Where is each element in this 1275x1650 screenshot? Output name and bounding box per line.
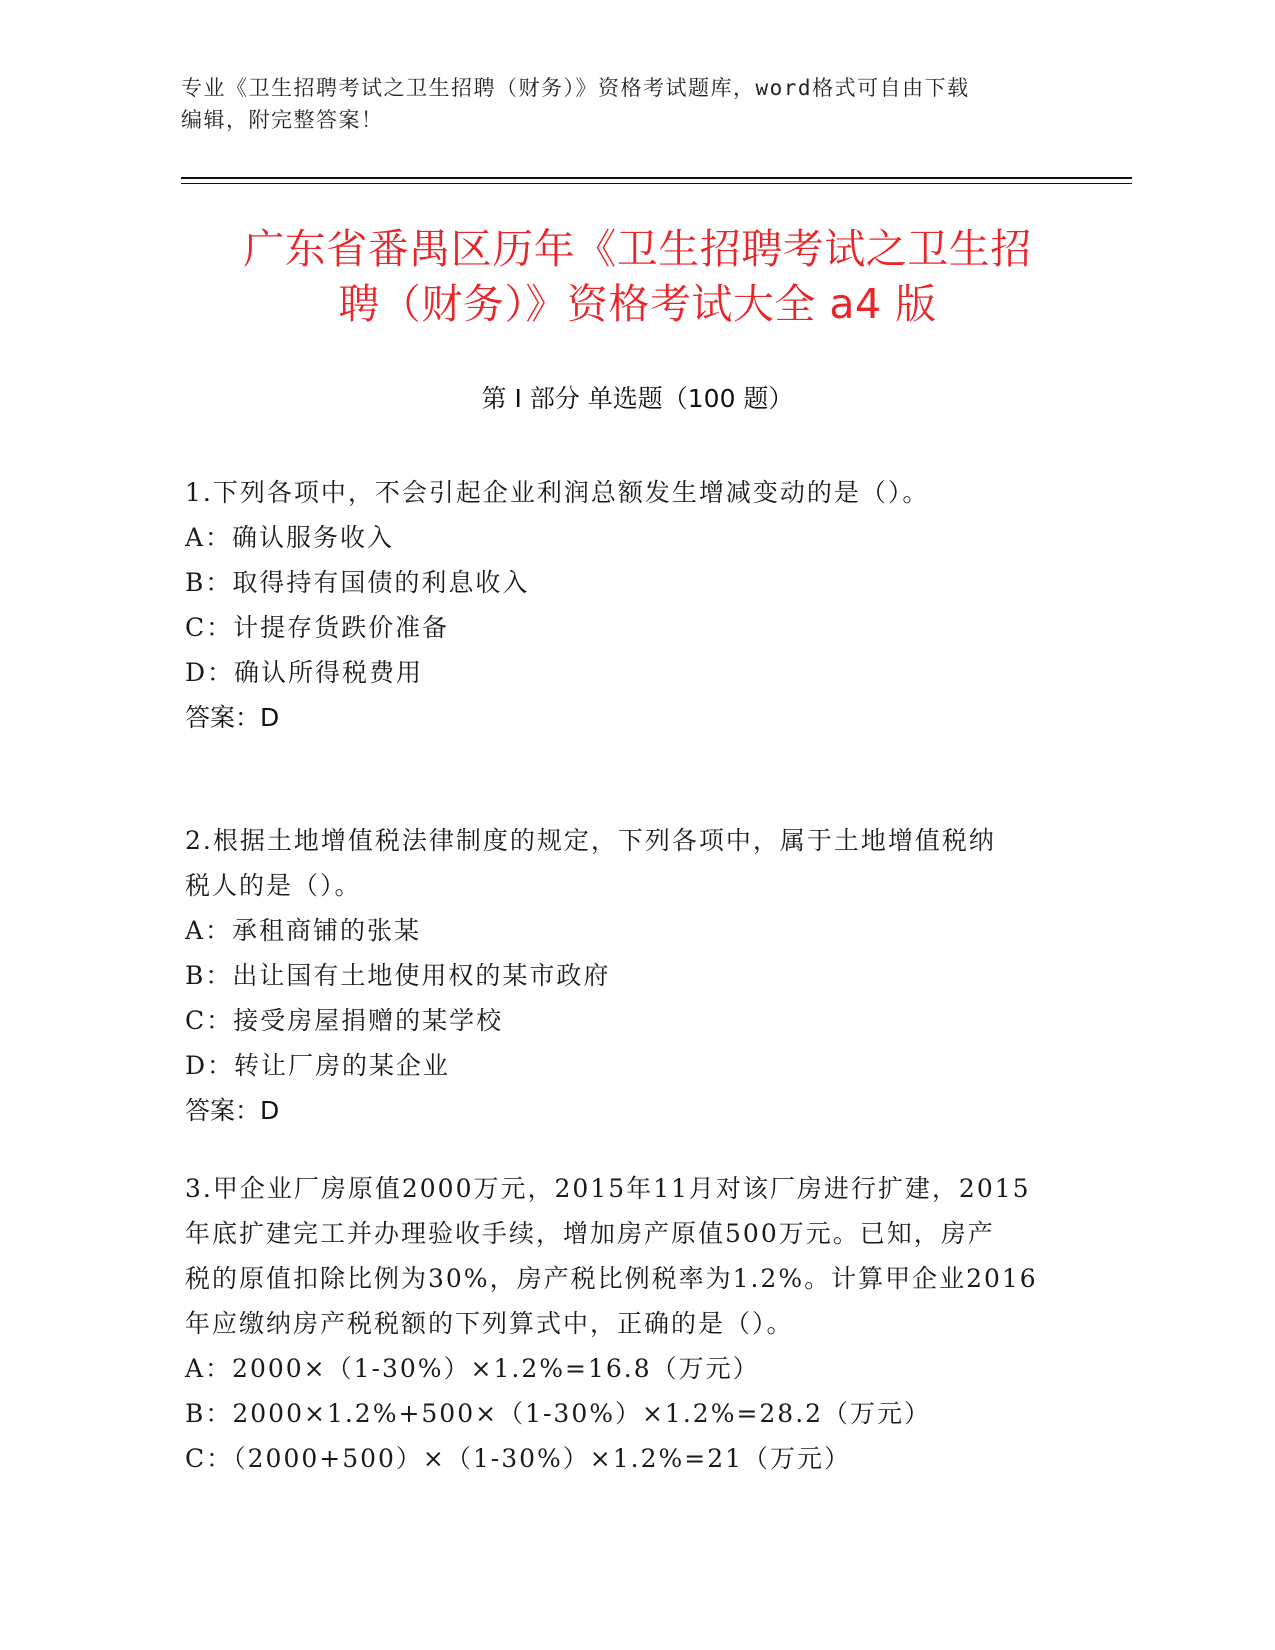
document-title-line-1: 广东省番禺区历年《卫生招聘考试之卫生招 xyxy=(243,225,1032,273)
question-1-answer: 答案：D xyxy=(185,703,280,732)
question-2-option-d: D：转让厂房的某企业 xyxy=(185,1051,451,1080)
question-1-option-a: A：确认服务收入 xyxy=(185,523,395,552)
header-rule-thick xyxy=(181,177,1132,179)
question-3-stem-line-2: 年底扩建完工并办理验收手续，增加房产原值500万元。已知，房产 xyxy=(185,1219,995,1248)
question-3-option-b: B：2000×1.2%+500×（1-30%）×1.2%=28.2（万元） xyxy=(185,1399,932,1428)
question-3 xyxy=(185,1166,1065,1481)
question-3-stem-line-4: 年应缴纳房产税税额的下列算式中，正确的是（）。 xyxy=(185,1309,794,1338)
question-2-option-c: C：接受房屋捐赠的某学校 xyxy=(185,1006,504,1035)
question-3-stem-line-3: 税的原值扣除比例为30%，房产税比例税率为1.2%。计算甲企业2016 xyxy=(185,1264,1038,1293)
document-title xyxy=(160,222,1115,332)
header-rule-thin xyxy=(181,183,1132,184)
section-title: 第 I 部分 单选题（100 题） xyxy=(481,384,794,413)
question-2-option-a: A：承租商铺的张某 xyxy=(185,916,422,945)
question-2 xyxy=(185,818,1065,1133)
question-2-stem-line-2: 税人的是（）。 xyxy=(185,871,362,900)
question-1-option-c: C：计提存货跌价准备 xyxy=(185,613,450,642)
question-1 xyxy=(185,470,1065,740)
question-1-stem: 1.下列各项中，不会引起企业利润总额发生增减变动的是（）。 xyxy=(185,478,930,507)
question-1-option-b: B：取得持有国债的利息收入 xyxy=(185,568,530,597)
header-note xyxy=(181,72,1041,136)
header-note-line-2: 编辑，附完整答案！ xyxy=(181,108,384,132)
question-1-option-d: D：确认所得税费用 xyxy=(185,658,424,687)
question-3-stem-line-1: 3.甲企业厂房原值2000万元，2015年11月对该厂房进行扩建，2015 xyxy=(185,1174,1031,1203)
header-note-line-1: 专业《卫生招聘考试之卫生招聘（财务）》资格考试题库，word格式可自由下载 xyxy=(181,76,970,100)
question-3-option-a: A：2000×（1-30%）×1.2%=16.8（万元） xyxy=(185,1354,760,1383)
question-2-option-b: B：出让国有土地使用权的某市政府 xyxy=(185,961,611,990)
document-title-line-2: 聘（财务）》资格考试大全 a4 版 xyxy=(338,280,937,328)
question-2-stem-line-1: 2.根据土地增值税法律制度的规定，下列各项中，属于土地增值税纳 xyxy=(185,826,996,855)
question-2-answer: 答案：D xyxy=(185,1096,280,1125)
question-3-option-c: C：（2000+500）×（1-30%）×1.2%=21（万元） xyxy=(185,1444,852,1473)
